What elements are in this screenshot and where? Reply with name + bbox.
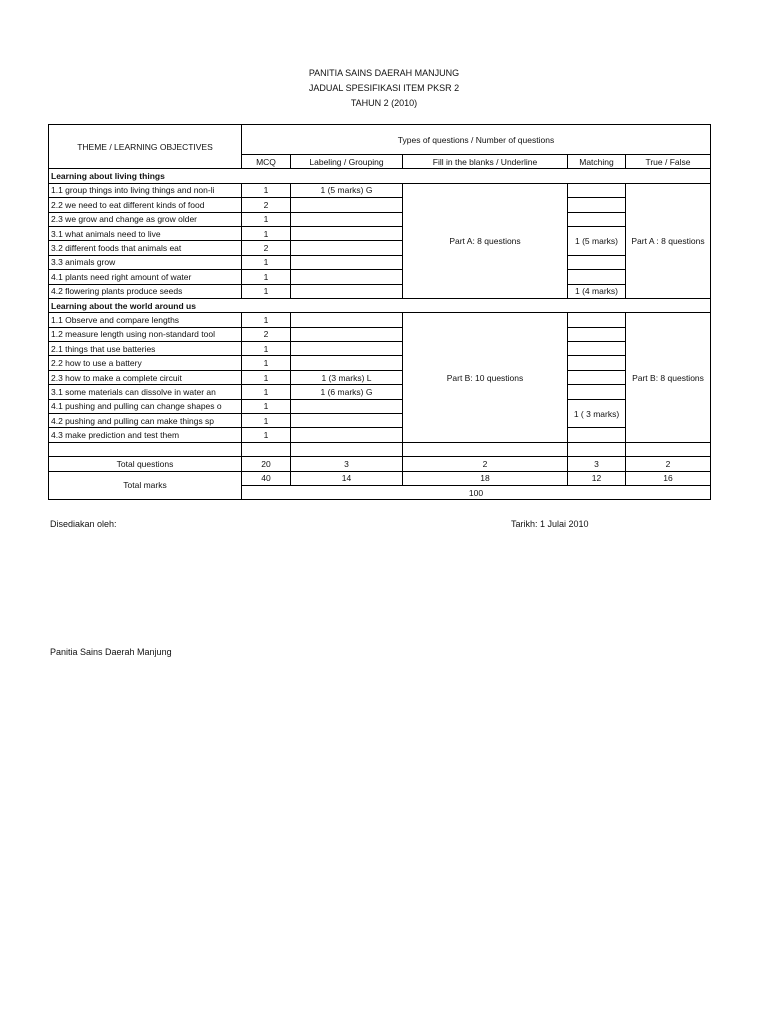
- doc-title-line2: JADUAL SPESIFIKASI ITEM PKSR 2: [308, 83, 460, 93]
- mcq-cell: 1: [242, 212, 291, 226]
- labeling-cell: 1 (6 marks) G: [291, 385, 403, 399]
- total-questions-labeling: 3: [291, 457, 403, 471]
- col-labeling: Labeling / Grouping: [291, 155, 403, 169]
- section-b-heading: Learning about the world around us: [49, 298, 711, 312]
- objective-cell: 2.3 how to make a complete circuit: [49, 370, 242, 384]
- mcq-cell: 1: [242, 226, 291, 240]
- objective-cell: 3.1 some materials can dissolve in water an: [49, 385, 242, 399]
- section-a-heading: Learning about living things: [49, 169, 711, 183]
- table-row: [49, 342, 711, 356]
- types-header: Types of questions / Number of questions: [242, 125, 711, 155]
- objective-cell: 4.1 plants need right amount of water: [49, 270, 242, 284]
- total-marks-matching: 12: [568, 471, 626, 485]
- col-mcq: MCQ: [242, 155, 291, 169]
- labeling-cell: [291, 313, 403, 327]
- objective-cell: 1.1 Observe and compare lengths: [49, 313, 242, 327]
- matching-cell: [568, 255, 626, 269]
- mcq-cell: 2: [242, 241, 291, 255]
- grand-total: 100: [242, 485, 711, 499]
- mcq-cell: 2: [242, 198, 291, 212]
- objective-cell: 1.1 group things into living things and non-li: [49, 183, 242, 197]
- table-row: [49, 198, 711, 212]
- spacer-row: [49, 442, 711, 456]
- table-row: [49, 428, 711, 442]
- total-questions-label: Total questions: [49, 457, 242, 471]
- mcq-cell: 1: [242, 342, 291, 356]
- part-a-matching-5-marks: 1 (5 marks): [568, 226, 626, 255]
- labeling-cell: [291, 356, 403, 370]
- table-row: [49, 284, 711, 298]
- total-questions-truefalse: 2: [626, 457, 711, 471]
- theme-header: THEME / LEARNING OBJECTIVES: [49, 125, 242, 169]
- labeling-cell: [291, 327, 403, 341]
- specification-table: [48, 124, 711, 500]
- table-row: [49, 226, 711, 240]
- mcq-cell: 1: [242, 270, 291, 284]
- objective-cell: 3.3 animals grow: [49, 255, 242, 269]
- labeling-cell: [291, 241, 403, 255]
- mcq-cell: 1: [242, 385, 291, 399]
- total-questions-row: [49, 457, 711, 471]
- matching-cell: [568, 183, 626, 197]
- mcq-cell: 1: [242, 183, 291, 197]
- table-row: [49, 270, 711, 284]
- matching-cell: [568, 385, 626, 399]
- signature-label: Panitia Sains Daerah Manjung: [50, 647, 172, 657]
- total-marks-label: Total marks: [49, 471, 242, 500]
- labeling-cell: [291, 198, 403, 212]
- total-questions-mcq: 20: [242, 457, 291, 471]
- total-marks-fill: 18: [403, 471, 568, 485]
- col-matching: Matching: [568, 155, 626, 169]
- part-a-truefalse-cell: Part A : 8 questions: [626, 183, 711, 298]
- prepared-by-label: Disediakan oleh:: [50, 519, 117, 529]
- matching-cell: [568, 198, 626, 212]
- labeling-cell: [291, 226, 403, 240]
- labeling-cell: [291, 255, 403, 269]
- objective-cell: 3.2 different foods that animals eat: [49, 241, 242, 255]
- total-questions-fill: 2: [403, 457, 568, 471]
- objective-cell: 2.1 things that use batteries: [49, 342, 242, 356]
- part-a-matching-4-marks: 1 (4 marks): [568, 284, 626, 298]
- labeling-cell: [291, 212, 403, 226]
- part-b-matching-cell: 1 ( 3 marks): [568, 399, 626, 428]
- table-row: [49, 183, 711, 197]
- table-row: [49, 385, 711, 399]
- labeling-cell: [291, 399, 403, 413]
- objective-cell: 3.1 what animals need to live: [49, 226, 242, 240]
- objective-cell: 4.3 make prediction and test them: [49, 428, 242, 442]
- mcq-cell: 1: [242, 399, 291, 413]
- total-questions-matching: 3: [568, 457, 626, 471]
- mcq-cell: 1: [242, 414, 291, 428]
- col-fill: Fill in the blanks / Underline: [403, 155, 568, 169]
- total-marks-row: [49, 471, 711, 485]
- date-label: Tarikh: 1 Julai 2010: [511, 519, 589, 529]
- part-b-fill-cell: Part B: 10 questions: [403, 313, 568, 443]
- table-row: [49, 356, 711, 370]
- mcq-cell: 1: [242, 284, 291, 298]
- matching-cell: [568, 327, 626, 341]
- matching-cell: [568, 313, 626, 327]
- labeling-cell: [291, 342, 403, 356]
- mcq-cell: 1: [242, 313, 291, 327]
- labeling-cell: 1 (3 marks) L: [291, 370, 403, 384]
- total-marks-labeling: 14: [291, 471, 403, 485]
- part-b-truefalse-cell: Part B: 8 questions: [626, 313, 711, 443]
- table-row: [49, 370, 711, 384]
- table-row: [49, 327, 711, 341]
- labeling-cell: [291, 284, 403, 298]
- objective-cell: 2.2 how to use a battery: [49, 356, 242, 370]
- objective-cell: 2.3 we grow and change as grow older: [49, 212, 242, 226]
- doc-title-line1: PANITIA SAINS DAERAH MANJUNG: [308, 68, 460, 78]
- mcq-cell: 1: [242, 356, 291, 370]
- mcq-cell: 1: [242, 428, 291, 442]
- labeling-cell: [291, 428, 403, 442]
- mcq-cell: 1: [242, 255, 291, 269]
- objective-cell: 4.2 pushing and pulling can make things sp: [49, 414, 242, 428]
- matching-cell: [568, 212, 626, 226]
- matching-cell: [568, 370, 626, 384]
- table-row: [49, 399, 711, 413]
- labeling-cell: 1 (5 marks) G: [291, 183, 403, 197]
- labeling-cell: [291, 270, 403, 284]
- matching-cell: [568, 270, 626, 284]
- objective-cell: 1.2 measure length using non-standard tool: [49, 327, 242, 341]
- table-row: [49, 313, 711, 327]
- total-marks-truefalse: 16: [626, 471, 711, 485]
- matching-cell: [568, 428, 626, 442]
- part-a-fill-cell: Part A: 8 questions: [403, 183, 568, 298]
- mcq-cell: 1: [242, 370, 291, 384]
- labeling-cell: [291, 414, 403, 428]
- total-marks-mcq: 40: [242, 471, 291, 485]
- mcq-cell: 2: [242, 327, 291, 341]
- objective-cell: 2.2 we need to eat different kinds of food: [49, 198, 242, 212]
- matching-cell: [568, 356, 626, 370]
- col-truefalse: True / False: [626, 155, 711, 169]
- objective-cell: 4.2 flowering plants produce seeds: [49, 284, 242, 298]
- matching-cell: [568, 342, 626, 356]
- objective-cell: 4.1 pushing and pulling can change shapes o: [49, 399, 242, 413]
- doc-title-line3: TAHUN 2 (2010): [350, 98, 418, 108]
- table-row: [49, 212, 711, 226]
- table-row: [49, 255, 711, 269]
